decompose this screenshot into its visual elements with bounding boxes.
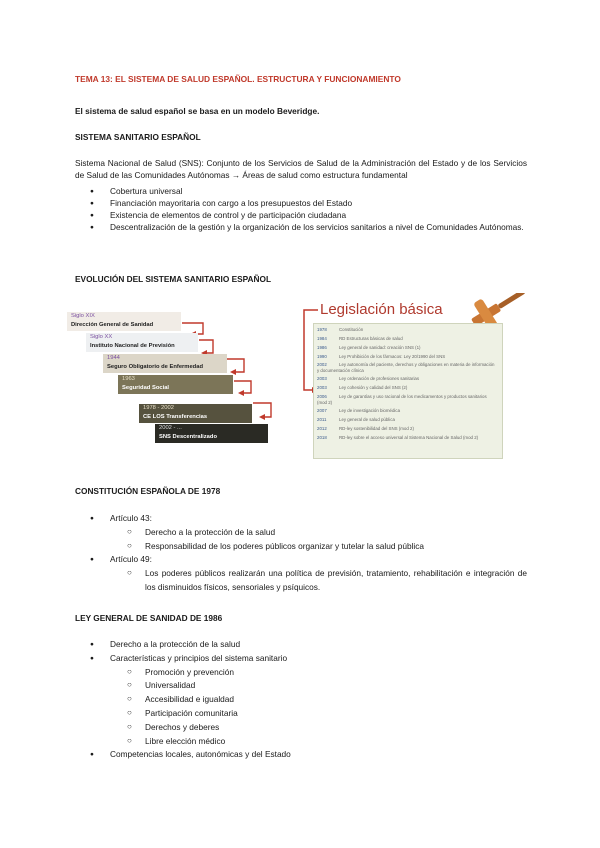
list-item: ○ Libre elección médico	[75, 735, 527, 749]
legislation-text: Ley de investigación biomédica	[339, 408, 401, 413]
stair-step	[118, 375, 233, 394]
legislation-year: 2011	[317, 417, 327, 422]
list-item: ● Existencia de elementos de control y de participación ciudadana	[75, 209, 527, 221]
legislation-year: 2003	[317, 376, 327, 381]
legislation-text: Ley de garantías y uso racional de los medicamentos y productos sanitarios (mod 2)	[317, 394, 487, 405]
list-item: ● Características y principios del sistema sanitario	[75, 652, 527, 666]
stair-year: 2002 - ...	[159, 425, 182, 431]
legislation-year: 1978	[317, 327, 327, 332]
legislation-row	[317, 426, 497, 432]
legislation-year: 2003	[317, 385, 327, 390]
legislation-year: 2012	[317, 426, 327, 431]
constitution-list	[75, 512, 527, 595]
legislation-row	[317, 376, 497, 382]
list-item: ○ Derecho a la protección de la salud	[75, 526, 527, 540]
legislation-year: 1990	[317, 354, 327, 359]
list-item-art49: ● Artículo 49:	[75, 553, 527, 567]
legislation-row	[317, 362, 497, 373]
stair-label: Seguro Obligatorio de Enfermedad	[107, 364, 203, 370]
legislation-year: 1984	[317, 336, 327, 341]
list-item-art43: ● Artículo 43:	[75, 512, 527, 526]
legislation-text: Constitución	[339, 327, 364, 332]
stair-label: CE LOS Transferencias	[143, 414, 208, 420]
legislation-row	[317, 385, 497, 391]
legislation-row	[317, 336, 497, 342]
legislation-text: Ley autonomía del paciente, derechos y obligaciones en materia de información y documentación clínica	[317, 362, 495, 373]
legislation-text: Ley general de salud pública	[339, 417, 395, 422]
list-item: ○ Derechos y deberes	[75, 721, 527, 735]
legislation-year: 2002	[317, 362, 327, 367]
legislation-text: Ley Prohibición de los fármacos: Ley 20/1990 del SNS	[339, 354, 446, 359]
legislation-row	[317, 354, 497, 360]
legislation-row	[317, 327, 497, 333]
section-heading-evolucion: EVOLUCIÓN DEL SISTEMA SANITARIO ESPAÑOL	[75, 274, 272, 284]
legislation-text: Ley cohesión y calidad del SNS (2)	[339, 385, 408, 390]
list-item: ○ Responsabilidad de los poderes públicos organizar y tutelar la salud pública	[75, 540, 527, 554]
legislation-row	[317, 408, 497, 414]
section-heading-ley-general: LEY GENERAL DE SANIDAD DE 1986	[75, 613, 223, 623]
list-item: ○ Universalidad	[75, 679, 527, 693]
stair-step	[155, 424, 268, 443]
sns-definition: Sistema Nacional de Salud (SNS): Conjunto de los Servicios de Salud de la Administración del Estado y de los Servicios de Salud de las Comunidades Autónomas → Áreas de salud como estructura fundamental	[75, 158, 527, 181]
stair-label: Dirección General de Sanidad	[71, 322, 154, 328]
ley-general-list	[75, 638, 527, 762]
legislation-year: 2006	[317, 394, 327, 399]
stair-year: 1944	[107, 355, 120, 361]
legislation-text: RD-ley sobre el acceso universal al Sistema Nacional de Salud (mod 2)	[339, 435, 479, 440]
legislation-text: RD-ley sostenibilidad del SNS (mod 2)	[339, 426, 414, 431]
list-item: ○ Accesibilidad e igualdad	[75, 693, 527, 707]
legislation-text: Ley general de sanidad: creación SNS (1)	[339, 345, 421, 350]
legislation-text: Ley ordenación de profesiones sanitarias	[339, 376, 420, 381]
stair-label: SNS Descentralizado	[159, 434, 217, 440]
section-heading-sistema: SISTEMA SANITARIO ESPAÑOL	[75, 132, 201, 142]
stair-label: Instituto Nacional de Previsión	[90, 343, 175, 349]
list-item: ● Descentralización de la gestión y la organización de los servicios sanitarios a nivel de Comunidades Autónomas.	[75, 221, 527, 233]
legislation-title: Legislación básica	[320, 301, 443, 318]
list-item: ○ Promoción y prevención	[75, 666, 527, 680]
legislation-text: RD Estructuras básicas de salud	[339, 336, 403, 341]
stair-year: Siglo XIX	[71, 313, 95, 319]
sns-bullet-list	[75, 185, 527, 233]
legislation-rows	[313, 327, 501, 457]
stair-year: 1963	[122, 376, 135, 382]
list-item: ● Cobertura universal	[75, 185, 527, 197]
legislation-row	[317, 417, 497, 423]
legislation-year: 1986	[317, 345, 327, 350]
list-item: ● Financiación mayoritaria con cargo a los presupuestos del Estado	[75, 197, 527, 209]
list-item: ○ Los poderes públicos realizarán una política de previsión, tratamiento, rehabilitación e integración de los disminuidos físicos, sensoriales y psíquicos.	[75, 567, 527, 595]
list-item: ● Derecho a la protección de la salud	[75, 638, 527, 652]
stair-step	[103, 354, 227, 373]
stair-step	[67, 312, 181, 331]
intro-text: El sistema de salud español se basa en un modelo Beveridge.	[75, 106, 320, 116]
legislation-year: 2007	[317, 408, 327, 413]
legislation-row	[317, 435, 497, 441]
section-heading-constitucion: CONSTITUCIÓN ESPAÑOLA DE 1978	[75, 486, 221, 496]
stair-year: 1978 - 2002	[143, 405, 174, 411]
legislation-row	[317, 345, 497, 351]
document-title: TEMA 13: EL SISTEMA DE SALUD ESPAÑOL. ESTRUCTURA Y FUNCIONAMIENTO	[75, 74, 401, 84]
stair-step	[139, 404, 252, 423]
stair-label: Seguridad Social	[122, 385, 170, 391]
legislation-row	[317, 394, 497, 405]
stair-step	[86, 333, 198, 352]
list-item: ○ Participación comunitaria	[75, 707, 527, 721]
stair-year: Siglo XX	[90, 334, 113, 340]
list-item: ● Competencias locales, autonómicas y del Estado	[75, 748, 527, 762]
legislation-year: 2018	[317, 435, 327, 440]
